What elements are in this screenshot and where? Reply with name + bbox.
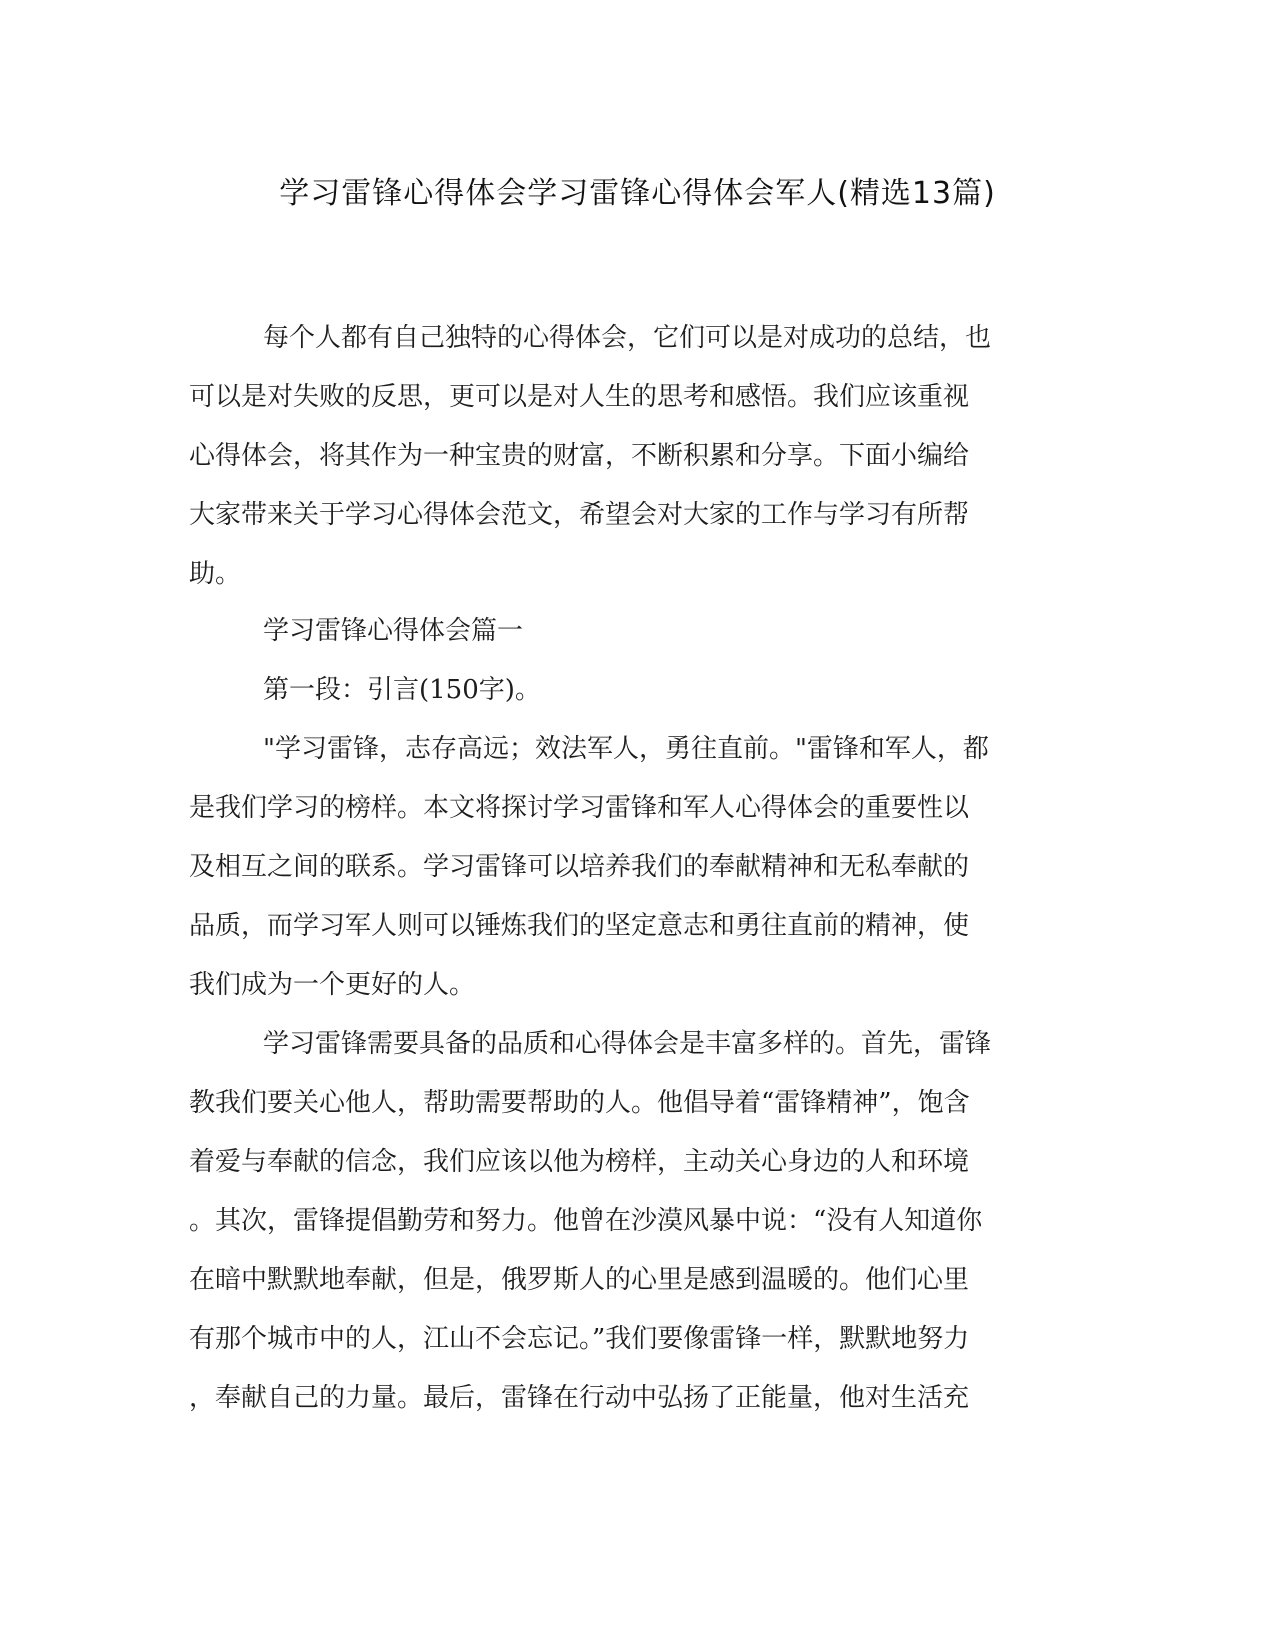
paragraph-line: 。其次，雷锋提倡勤劳和努力。他曾在沙漠风暴中说：“没有人知道你 — [189, 1206, 983, 1236]
paragraph-line: 可以是对失败的反思，更可以是对人生的思考和感悟。我们应该重视 — [189, 382, 970, 412]
paragraph-line: "学习雷锋，志存高远；效法军人，勇往直前。"雷锋和军人，都 — [263, 734, 989, 764]
paragraph-line: 在暗中默默地奉献，但是，俄罗斯人的心里是感到温暖的。他们心里 — [189, 1265, 970, 1295]
document-title: 学习雷锋心得体会学习雷锋心得体会军人(精选13篇) — [279, 176, 996, 211]
paragraph-line: ，奉献自己的力量。最后，雷锋在行动中弘扬了正能量，他对生活充 — [189, 1383, 970, 1413]
paragraph-line: 是我们学习的榜样。本文将探讨学习雷锋和军人心得体会的重要性以 — [189, 793, 970, 823]
paragraph-line: 学习雷锋需要具备的品质和心得体会是丰富多样的。首先，雷锋 — [263, 1029, 992, 1059]
section-heading: 学习雷锋心得体会篇一 — [263, 616, 524, 646]
paragraph-line: 品质，而学习军人则可以锤炼我们的坚定意志和勇往直前的精神，使 — [189, 911, 970, 941]
subsection-heading: 第一段：引言(150字)。 — [263, 675, 541, 705]
paragraph-line: 大家带来关于学习心得体会范文，希望会对大家的工作与学习有所帮 — [189, 500, 970, 530]
paragraph-line: 着爱与奉献的信念，我们应该以他为榜样，主动关心身边的人和环境 — [189, 1147, 970, 1177]
paragraph-line: 我们成为一个更好的人。 — [189, 970, 476, 1000]
paragraph-line: 有那个城市中的人，江山不会忘记。”我们要像雷锋一样，默默地努力 — [189, 1324, 970, 1354]
paragraph-line: 及相互之间的联系。学习雷锋可以培养我们的奉献精神和无私奉献的 — [189, 852, 970, 882]
paragraph-line: 心得体会，将其作为一种宝贵的财富，不断积累和分享。下面小编给 — [189, 441, 970, 471]
paragraph-line: 教我们要关心他人，帮助需要帮助的人。他倡导着“雷锋精神”，饱含 — [189, 1088, 970, 1118]
paragraph-line: 每个人都有自己独特的心得体会，它们可以是对成功的总结，也 — [263, 323, 992, 353]
paragraph-line: 助。 — [189, 559, 242, 589]
